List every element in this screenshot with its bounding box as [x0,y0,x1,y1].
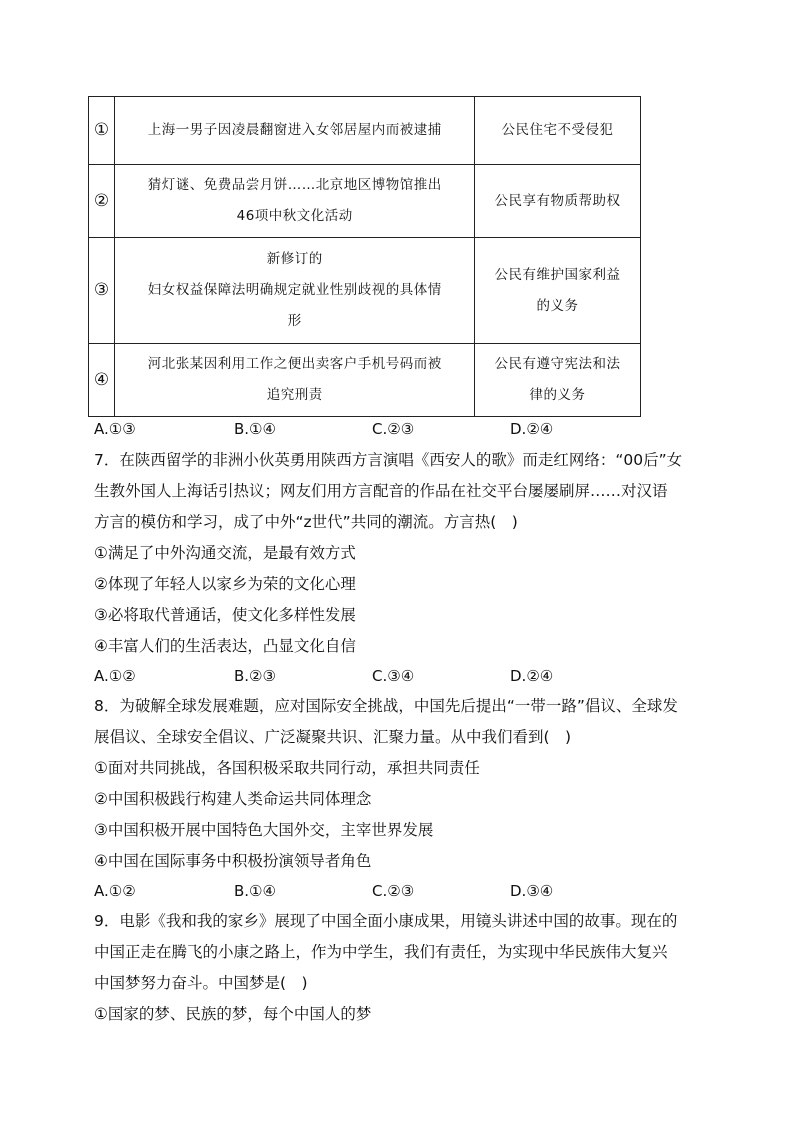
event-line: 妇女权益保障法明确规定就业性别歧视的具体情 [147,282,442,298]
q7-item: ①满足了中外沟通交流，是最有效方式 [94,544,356,562]
q7-stem-line: 生教外国人上海话引热议；网友们用方言配音的作品在社交平台屡屡刷屏……对汉语 [94,482,668,500]
right-cell [474,165,640,238]
right-cell [474,238,640,344]
q8-item: ②中国积极践行构建人类命运共同体理念 [94,790,372,808]
event-line: 猜灯谜、免费品尝月饼……北京地区博物馆推出 [147,177,442,193]
right-line: 公民住宅不受侵犯 [501,122,614,138]
table-row [89,344,641,417]
option-c[interactable]: C.③④ [372,667,415,685]
table-row [89,97,641,165]
right-line: 的义务 [536,297,579,314]
option-d[interactable]: D.②④ [510,667,554,685]
option-d[interactable]: D.②④ [510,420,554,438]
right-cell [474,97,640,165]
event-cell [115,344,475,417]
table-row [89,165,641,238]
q8-item: ①面对共同挑战，各国积极采取共同行动，承担共同责任 [94,759,480,777]
right-cell [474,344,640,417]
row-number: ② [89,165,115,238]
option-a[interactable]: A.①③ [94,420,136,438]
right-line: 公民享有物质帮助权 [494,192,621,209]
q8-stem-line: 8．为破解全球发展难题，应对国际安全挑战，中国先后提出“一带一路”倡议、全球发 [94,697,678,715]
event-line: 新修订的 [266,251,323,267]
event-cell [115,97,475,165]
q8-item: ③中国积极开展中国特色大国外交，主宰世界发展 [94,821,434,839]
q9-stem-line: 中国梦努力奋斗。中国梦是( ) [94,974,308,992]
option-a[interactable]: A.①② [94,667,136,685]
event-cell [115,238,475,344]
event-line: 追究刑责 [266,387,323,403]
option-b[interactable]: B.①④ [234,420,276,438]
option-d[interactable]: D.③④ [510,882,554,900]
q7-stem-line: 方言的模仿和学习，成了中外“z世代”共同的潮流。方言热( ) [94,513,518,531]
event-line: 河北张某因利用工作之便出卖客户手机号码而被 [147,356,442,372]
event-line: 形 [287,313,302,329]
row-number: ① [89,97,115,165]
q7-stem-line: 7．在陕西留学的非洲小伙英勇用陕西方言演唱《西安人的歌》而走红网络：“00后”女 [94,451,683,469]
q7-item: ④丰富人们的生活表达，凸显文化自信 [94,637,356,655]
option-a[interactable]: A.①② [94,882,136,900]
event-cell [115,165,475,238]
q9-stem-line: 9．电影《我和我的家乡》展现了中国全面小康成果，用镜头讲述中国的故事。现在的 [94,912,678,930]
right-line: 律的义务 [529,387,586,403]
q9-item: ①国家的梦、民族的梦，每个中国人的梦 [94,1005,372,1023]
table-row [89,238,641,344]
q9-stem-line: 中国正走在腾飞的小康之路上，作为中学生，我们有责任，为实现中华民族伟大复兴 [94,943,668,961]
right-line: 公民有遵守宪法和法 [494,356,621,372]
q7-item: ③必将取代普通话，使文化多样性发展 [94,606,356,624]
option-c[interactable]: C.②③ [372,882,415,900]
row-number: ③ [89,238,115,344]
q8-item: ④中国在国际事务中积极扮演领导者角色 [94,852,372,870]
row-number: ④ [89,344,115,417]
rights-table [88,96,641,417]
q8-stem-line: 展倡议、全球安全倡议、广泛凝聚共识、汇聚力量。从中我们看到( ) [94,728,572,746]
right-line: 公民有维护国家利益 [494,266,621,283]
q7-item: ②体现了年轻人以家乡为荣的文化心理 [94,575,356,593]
event-line: 46项中秋文化活动 [236,208,353,224]
option-c[interactable]: C.②③ [372,420,415,438]
option-b[interactable]: B.②③ [234,667,276,685]
event-line: 上海一男子因凌晨翻窗进入女邻居屋内而被逮捕 [147,122,442,138]
option-b[interactable]: B.①④ [234,882,276,900]
